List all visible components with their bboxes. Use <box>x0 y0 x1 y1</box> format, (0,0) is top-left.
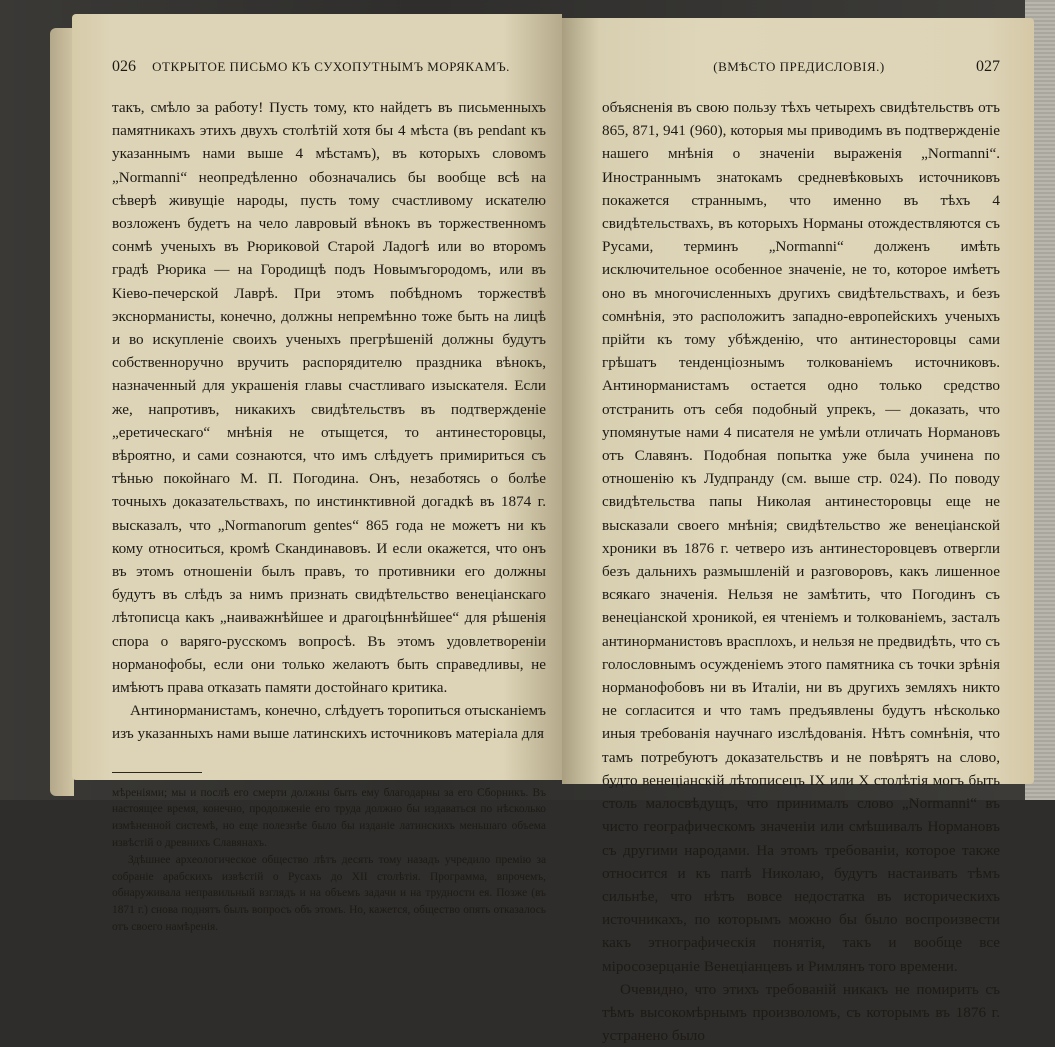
right-page <box>562 18 1034 1045</box>
running-head: (ВМѢСТО ПРЕДИСЛОВІЯ.) <box>713 59 885 74</box>
right-header <box>602 58 1000 76</box>
body-text <box>112 96 546 746</box>
paragraph: объясненія въ свою пользу тѣхъ четырехъ свидѣтельствъ отъ 865, 871, 941 (960), которыя мы приводимъ въ подтвержденіе нашего мнѣнія о значеніи выраженія „Normanni“. Иностраннымъ знатокамъ средневѣковыхъ источниковъ покажется страннымъ, что именно въ тѣхъ 4 свидѣтельствахъ, въ которыхъ Норманы отождествляются съ Русами, терминъ „Normanni“ долженъ имѣть исключительное особенное значеніе, не то, которое имѣетъ оно въ многочисленныхъ другихъ свидѣтельствахъ, и безъ сомнѣнія, это расположитъ западно-европейскихъ ученыхъ прійти къ тому убѣжденію, что антинесторовцы сами грѣшатъ тенденціознымъ толкованіемъ источниковъ. Антинорманистамъ остается одно только средство отстранить отъ себя подобный упрекъ, — доказать, что упомянутые нами 4 писателя не умѣли отличать Нормановъ отъ Славянъ. Подобная попытка уже была учинена по отношенію къ Лудпранду (см. выше стр. 024). По поводу свидѣтельства папы Николая антинесторовцы еще не высказали своего мнѣнія; свидѣтельство же венеціанской хроники въ 1876 г. четверо изъ антинесторовцевъ отвергли безъ дальнихъ размышленій и разговоровъ, какъ лишенное всякаго значенія. Нельзя не замѣтить, что Погодинъ съ венеціанской хроникой, ея чтеніемъ и толкованіемъ, засталъ антинорманистовъ врасплохъ, и нельзя не предвидѣть, что съ голословнымъ осужденіемъ этого памятника съ точки зрѣнія норманофобовъ ни въ Италіи, ни въ другихъ земляхъ никто не согласится и что тамъ предъявлены будутъ нѣсколько иныя требованія научнаго изслѣдованія. Нѣтъ сомнѣнія, что тамъ потребуютъ доказательствъ и не повѣрятъ на слово, будто венеціанскій лѣтописецъ IX или X столѣтія могъ быть столь малосвѣдущъ, что принималъ слово „Normanni“ въ чисто географическомъ значеніи или смѣшивалъ Нормановъ съ другими народами. На этомъ требованіи, которое также относится и къ папѣ Николаю, будутъ настаивать тѣмъ сильнѣе, что нѣтъ вовсе недостатка въ историческихъ источникахъ, по которымъ можно бы было воспроизвести какъ этнографическія понятія, такъ и вообще все міросозерцаніе Венеціанцевъ и Римлянъ того времени. <box>602 99 1000 975</box>
open-book <box>50 14 1050 1045</box>
footnote-rule <box>112 772 202 773</box>
body-text <box>602 96 1000 1047</box>
footnote: мѣреніями; мы и послѣ его смерти должны быть ему благодарны за его Сборникъ. Въ настоящее время, конечно, продолженіе его труда должно бы издаваться по нѣсколько измѣненной системѣ, но еще полезнѣе было бы изданіе латинскихъ меньшаго объема извѣстій о древнихъ Славянахъ. <box>112 786 546 850</box>
running-head: ОТКРЫТОЕ ПИСЬМО КЪ СУХОПУТНЫМЪ МОРЯКАМЪ. <box>152 59 510 74</box>
left-header <box>112 58 546 76</box>
left-page <box>72 14 562 934</box>
footnote: Здѣшнее археологическое общество лѣтъ десять тому назадъ учредило премію за собраніе арабскихъ извѣстій о Русахъ до XII столѣтія. Программа, впрочемъ, обнаруживала неправильный взглядъ и на объемъ задачи и на трудности ея. Позже (въ 1871 г.) снова поднятъ былъ вопросъ объ этомъ. Но, кажется, общество опять отказалось отъ своего намѣренія. <box>112 853 546 934</box>
paragraph: такъ, смѣло за работу! Пусть тому, кто найдетъ въ письменныхъ памятникахъ этихъ двухъ столѣтій хотя бы 4 мѣста (въ pendant къ указаннымъ нами выше 4 мѣстамъ), въ которыхъ словомъ „Normanni“ неопредѣленно обозначались бы вообще всѣ на сѣверѣ живущіе народы, пусть тому счастливому искателю возложенъ будетъ на чело лавровый вѣнокъ въ торжественномъ сонмѣ ученыхъ въ Рюриковой Старой Ладогѣ или во второмъ градѣ Рюрика — на Городищѣ подъ Новымъгородомъ, или въ Кіево-печерской Лаврѣ. При этомъ побѣдномъ торжествѣ экснорманисты, конечно, должны непремѣнно тоже быть на лицѣ и во искупленіе своихъ ученыхъ прегрѣшеній должны будутъ собственноручно вручить распорядителю праздника вѣнокъ, назначенный для украшенія главы счастливаго изыскателя. Если же, напротивъ, никакихъ свидѣтельствъ въ подтвержденіе „еретическаго“ мнѣнія не отыщется, то антинесторовцы, вѣроятно, и сами сознаются, что имъ слѣдуетъ примириться съ тѣнью покойнаго М. П. Погодина. Онъ, незаботясь о болѣе точныхъ доказательствахъ, по инстинктивной догадкѣ въ 1874 г. высказалъ, что „Normanorum gentes“ 865 года не можетъ ни къ кому относиться, кромѣ Скандинавовъ. И если окажется, что онъ въ этомъ отношеніи былъ правъ, то противники его должны будутъ въ слѣдъ за нимъ признать свидѣтельство венеціанскаго лѣтописца какъ „наиважнѣйшее и драгоцѣннѣйшее“ для рѣшенія спора о варяго-русскомъ вопросѣ. Въ этомъ удовлетвореніи норманофобы, если они только желаютъ быть справедливы, не имѣютъ права отказать памяти достойнаго критика. <box>112 99 546 697</box>
page-number: 026 <box>112 58 136 75</box>
page-number: 027 <box>975 58 1000 75</box>
footnotes <box>112 785 546 936</box>
paragraph: Очевидно, что этихъ требованій никакъ не помирить съ тѣмъ высокомѣрнымъ произволомъ, съ которымъ въ 1876 г. устранено было <box>602 980 1000 1045</box>
page-edges <box>50 28 74 796</box>
paragraph: Антинорманистамъ, конечно, слѣдуетъ торопиться отысканіемъ изъ указанныхъ нами выше латинскихъ источниковъ матеріала для <box>112 702 546 743</box>
